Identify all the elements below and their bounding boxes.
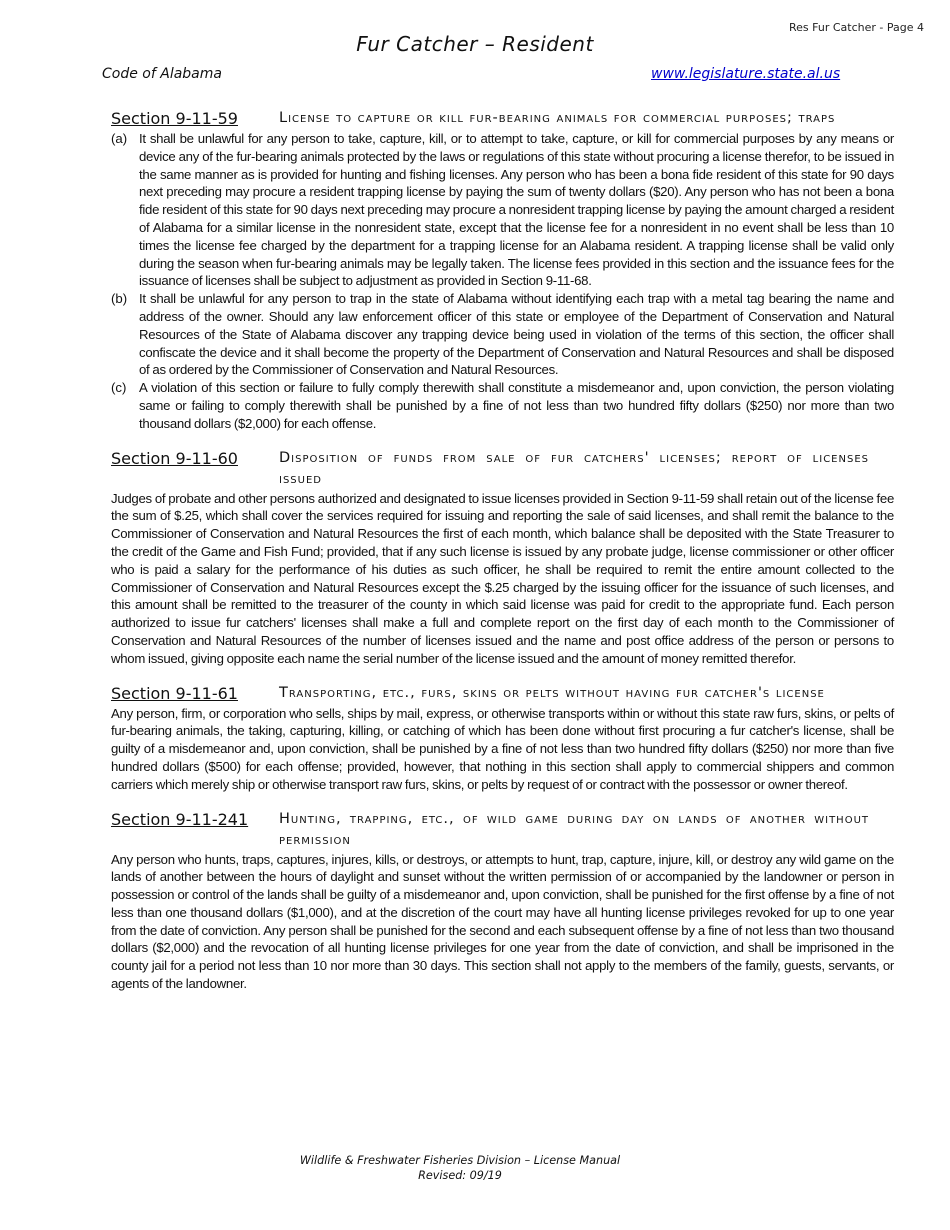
page-footer (0, 1153, 920, 1183)
section-number: Section 9-11-59 (111, 109, 238, 128)
footer-division: Wildlife & Freshwater Fisheries Division – License Manual (299, 1154, 621, 1167)
section-heading (111, 809, 894, 851)
section-body: Judges of probate and other persons authorized and designated to issue licenses provided in Section 9-11-59 shall retain out of the license fee the sum of $.25, which shall cover the services required for issuing and reporting the sale of said licenses, and shall remit the balance to the Commissioner of Conservation and Natural Resources the first of each month, which balance shall be deposited with the State Treasurer to the credit of the Game and Fish Fund; provided, that if any such license is issued by any probate judge, license commissioner or other officer who is paid a salary for the performance of his duties as such officer, he shall be required to remit the entire amount collected to the Commissioner of Conservation and Natural Resources except the $.25 charged by the issuing officer for the issuance of such licenses, and this amount shall be remitted to the treasurer of the county in which said license was paid for credit to the appropriate fund. Each person authorized to issue fur catchers' licenses shall make a full and complete report on the first day of each month to the Commissioner of Conservation and Natural Resources of the number of licenses issued and the name and post office address of the person or persons to whom issued, giving opposite each name the serial number of the license issued and the amount of money remitted therefor. (111, 490, 895, 666)
section-title: License to capture or kill fur-bearing animals for commercial purposes; traps (279, 110, 836, 126)
code-label: Code of Alabama (102, 66, 222, 82)
page-number-tag: Res Fur Catcher - Page 4 (789, 21, 924, 34)
section-body: Any person, firm, or corporation who sells, ships by mail, express, or otherwise transports within or without this state raw furs, skins, or pelts of fur-bearing animals, the taking, capturing, killing, or catching of which has been done without first procuring a fur catcher's license, shall be guilty of a misdemeanor and, upon conviction, shall be punished by a fine of not less than two hundred fifty dollars ($250) nor more than five hundred dollars ($500) for each offense; provided, however, that nothing in this section shall apply to commercial shippers and common carriers which merely ship or otherwise transport raw furs, skins, or pelts by request of or contract with the possessor or owner thereof. (111, 705, 894, 792)
section-number: Section 9-11-61 (111, 683, 238, 703)
subsection-a (111, 130, 894, 290)
document-body (111, 108, 894, 1008)
legislature-link[interactable]: www.legislature.state.al.us (651, 66, 841, 82)
subsection-label: (b) (111, 291, 128, 307)
section-body: Any person who hunts, traps, captures, injures, kills, or destroys, or attempts to hunt, trap, capture, injure, kill, or destroy any wild game on the lands of another between the hours of daylight and sunset without the written permission of or accompanied by the landowner or person in possession or control of the lands shall be guilty of a misdemeanor and, upon conviction, shall be punished for the first offense by a fine of not less than one thousand dollars ($1,000), and at the discretion of the court may have all hunting license privileges revoked for up to one year from the date of conviction. Any person shall be punished for the second and each subsequent offense by a fine of not less than two thousand dollars ($2,000) and the revocation of all hunting license privileges for one year from the date of conviction, and shall be imprisoned in the county jail for a period not less than 10 nor more than 30 days. This section shall not apply to the members of the family, guests, servants, or agents of the landowner. (111, 851, 894, 992)
subsection-c (111, 379, 894, 432)
subsection-text: It shall be unlawful for any person to take, capture, kill, or to attempt to take, capture, or kill for commercial purposes by any means or device any of the fur-bearing animals protected by the laws or regulations of this state without procuring a license therefor, to be issued in the same manner as is provided for hunting and fishing licenses. Any person who has been a bona fide resident of this state for 90 days next preceding may procure a resident trapping license by paying the sum of twenty dollars ($20). Any person who has not been a bona fide resident of this state for 90 days next preceding may procure a nonresident trapping license by paying the amount charged a resident of Alabama for a similar license in the nonresident state, except that the license fee for a nonresident in no event shall be less than 10 times the license fee charged by the department for a trapping license for an Alabama resident. A trapping license shall be valid only during the season when fur-bearing animals may be legally taken. The license fees provided in this section and the issuance fees for the issuance of licenses shall be subject to adjustment as provided in Section 9-11-68. (139, 131, 894, 289)
section-9-11-59 (111, 108, 894, 433)
subsection-label: (c) (111, 380, 127, 396)
section-title: Disposition of funds from sale of fur catchers' licenses; report of licenses issued (279, 449, 869, 487)
section-number: Section 9-11-60 (111, 448, 238, 468)
document-title: Fur Catcher – Resident (356, 32, 594, 56)
section-heading (111, 683, 894, 705)
section-heading (111, 448, 894, 490)
section-9-11-61 (111, 683, 894, 794)
subsection-b (111, 290, 894, 379)
section-title: Transporting, etc., furs, skins or pelts without having fur catcher's license (279, 684, 825, 701)
section-9-11-60 (111, 448, 894, 668)
subsection-text: A violation of this section or failure to fully comply therewith shall constitute a misdemeanor and, upon conviction, the person violating same or failing to comply therewith shall be punished by a fine of not less than two hundred fifty dollars ($250) nor more than two thousand dollars ($2,000) for each offense. (139, 380, 894, 431)
section-heading (111, 108, 894, 130)
section-title: Hunting, trapping, etc., of wild game during day on lands of another without permission (279, 810, 869, 848)
subsection-text: It shall be unlawful for any person to trap in the state of Alabama without identifying each trap with a metal tag bearing the name and address of the owner. Should any law enforcement officer of this state or employee of the Department of Conservation and Natural Resources of the State of Alabama discover any trapping device being used in violation of the terms of this section, the officer shall confiscate the device and it shall become the property of the Department of Conservation and Natural Resources and shall be disposed of as ordered by the Commissioner of Conservation and Natural Resources. (139, 291, 894, 378)
footer-revised: Revised: 09/19 (418, 1169, 502, 1182)
section-9-11-241 (111, 809, 894, 993)
subsection-label: (a) (111, 131, 128, 146)
section-number: Section 9-11-241 (111, 809, 249, 829)
